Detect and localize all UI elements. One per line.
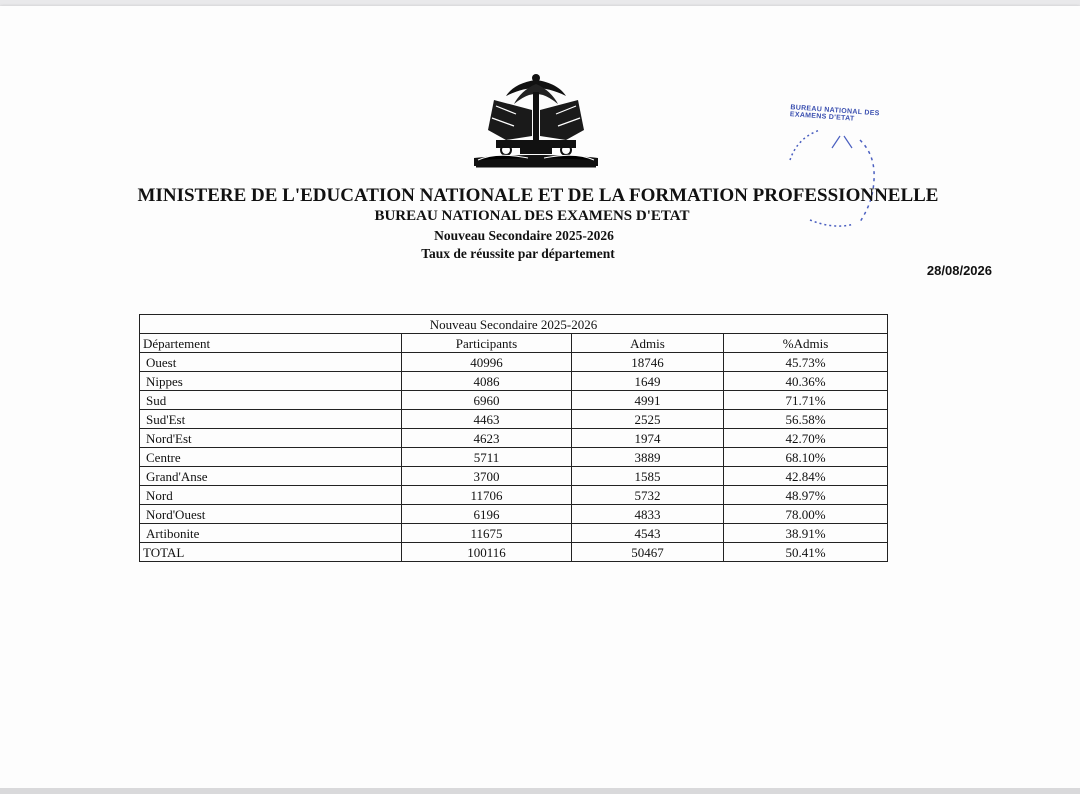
participants-cell: 11675 bbox=[402, 524, 572, 543]
level-title: Nouveau Secondaire 2025-2026 bbox=[434, 228, 614, 243]
total-admis: 50467 bbox=[572, 543, 724, 562]
participants-cell: 6196 bbox=[402, 505, 572, 524]
table-row bbox=[140, 486, 888, 505]
table-row bbox=[140, 429, 888, 448]
pct-admis-cell: 45.73% bbox=[724, 353, 888, 372]
pct-admis-cell: 42.84% bbox=[724, 467, 888, 486]
participants-cell: 4623 bbox=[402, 429, 572, 448]
table-row bbox=[140, 372, 888, 391]
department-cell: Artibonite bbox=[140, 524, 402, 543]
pct-admis-cell: 42.70% bbox=[724, 429, 888, 448]
table-row bbox=[140, 467, 888, 486]
admis-cell: 2525 bbox=[572, 410, 724, 429]
department-cell: Nord'Est bbox=[140, 429, 402, 448]
haiti-coat-of-arms-icon bbox=[466, 70, 606, 174]
admis-cell: 4543 bbox=[572, 524, 724, 543]
pct-admis-cell: 68.10% bbox=[724, 448, 888, 467]
pct-admis-cell: 48.97% bbox=[724, 486, 888, 505]
pct-admis-cell: 56.58% bbox=[724, 410, 888, 429]
table-row bbox=[140, 353, 888, 372]
department-cell: Nippes bbox=[140, 372, 402, 391]
report-subtitle: Taux de réussite par département bbox=[421, 246, 615, 261]
participants-cell: 5711 bbox=[402, 448, 572, 467]
ministry-title: MINISTERE DE L'EDUCATION NATIONALE ET DE LA FORMATION PROFESSIONNELLE bbox=[137, 185, 939, 206]
department-cell: Grand'Anse bbox=[140, 467, 402, 486]
admis-cell: 4991 bbox=[572, 391, 724, 410]
bureau-title: BUREAU NATIONAL DES EXAMENS D'ETAT bbox=[374, 208, 690, 224]
total-participants: 100116 bbox=[402, 543, 572, 562]
stamp-label: BUREAU NATIONAL DES EXAMENS D'ETAT bbox=[789, 104, 880, 123]
participants-cell: 6960 bbox=[402, 391, 572, 410]
table-caption: Nouveau Secondaire 2025-2026 bbox=[140, 315, 888, 334]
department-cell: Sud'Est bbox=[140, 410, 402, 429]
document-date: 28/08/2026 bbox=[926, 263, 992, 278]
page-edge bbox=[0, 788, 1080, 794]
table-row bbox=[140, 524, 888, 543]
admis-cell: 1585 bbox=[572, 467, 724, 486]
participants-cell: 11706 bbox=[402, 486, 572, 505]
participants-cell: 4086 bbox=[402, 372, 572, 391]
table-row bbox=[140, 505, 888, 524]
column-header-admis: Admis bbox=[572, 334, 724, 353]
results-table bbox=[139, 314, 888, 562]
admis-cell: 18746 bbox=[572, 353, 724, 372]
pct-admis-cell: 38.91% bbox=[724, 524, 888, 543]
admis-cell: 3889 bbox=[572, 448, 724, 467]
table-row bbox=[140, 391, 888, 410]
department-cell: Nord'Ouest bbox=[140, 505, 402, 524]
table-row bbox=[140, 410, 888, 429]
pct-admis-cell: 71.71% bbox=[724, 391, 888, 410]
participants-cell: 3700 bbox=[402, 467, 572, 486]
participants-cell: 40996 bbox=[402, 353, 572, 372]
admis-cell: 5732 bbox=[572, 486, 724, 505]
column-header-pct-admis: %Admis bbox=[724, 334, 888, 353]
table-row bbox=[140, 448, 888, 467]
total-row bbox=[140, 543, 888, 562]
admis-cell: 1974 bbox=[572, 429, 724, 448]
total-label: TOTAL bbox=[140, 543, 402, 562]
admis-cell: 4833 bbox=[572, 505, 724, 524]
admis-cell: 1649 bbox=[572, 372, 724, 391]
department-cell: Centre bbox=[140, 448, 402, 467]
pct-admis-cell: 78.00% bbox=[724, 505, 888, 524]
department-cell: Ouest bbox=[140, 353, 402, 372]
column-header-participants: Participants bbox=[402, 334, 572, 353]
pct-admis-cell: 40.36% bbox=[724, 372, 888, 391]
department-cell: Nord bbox=[140, 486, 402, 505]
department-cell: Sud bbox=[140, 391, 402, 410]
total-pct-admis: 50.41% bbox=[724, 543, 888, 562]
participants-cell: 4463 bbox=[402, 410, 572, 429]
column-header-department: Département bbox=[140, 334, 402, 353]
